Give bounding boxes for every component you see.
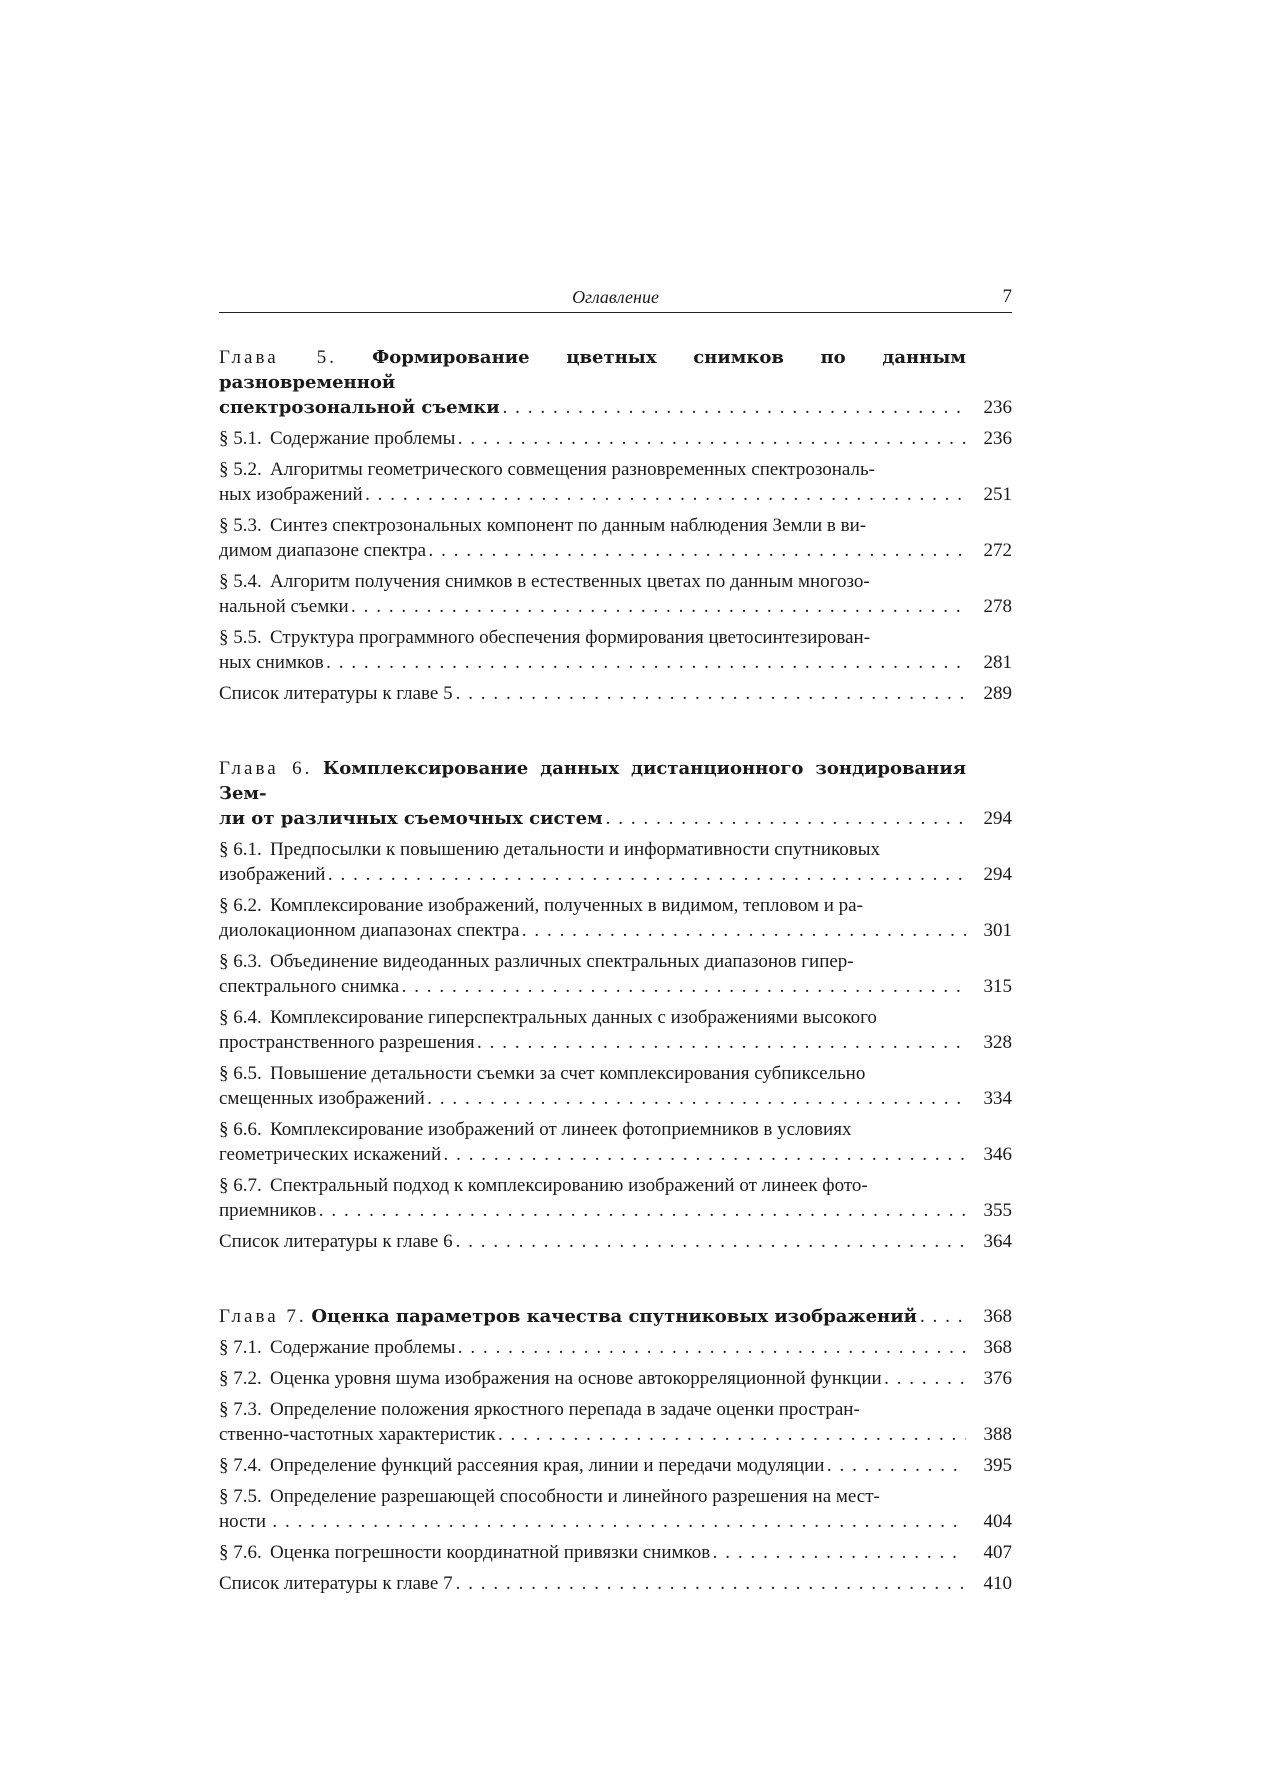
section-number: § 6.4. <box>219 1007 262 1028</box>
toc-section-entry <box>219 1484 1012 1534</box>
section-number: § 6.7. <box>219 1175 262 1196</box>
toc-page-number: 315 <box>983 976 1012 997</box>
toc-last-line <box>219 482 966 507</box>
toc-last-line <box>219 594 966 619</box>
leader-dots <box>328 862 966 887</box>
toc-section-entry <box>219 1540 1012 1565</box>
toc-section-entry <box>219 513 1012 563</box>
toc-last-line <box>219 1335 966 1360</box>
page-number: 7 <box>1002 286 1012 307</box>
toc-last-line <box>219 974 966 999</box>
section-number: § 7.1. <box>219 1337 262 1358</box>
toc-section-text <box>219 1366 1012 1391</box>
toc-page-number: 407 <box>983 1542 1012 1563</box>
chapter-block <box>219 345 1012 706</box>
toc-section-entry <box>219 1173 1012 1223</box>
toc-last-line <box>219 862 966 887</box>
section-title-line: Комплексирование изображений, полученных в видимом, тепловом и ра- <box>270 895 863 916</box>
section-title-line: Определение положения яркостного перепада в задаче оценки простран- <box>270 1399 860 1420</box>
toc-last-line <box>219 1422 966 1447</box>
section-title: Содержание проблемы <box>270 1337 456 1358</box>
toc-page-number: 294 <box>983 864 1012 885</box>
leader-dots <box>456 1229 966 1254</box>
section-number: § 6.1. <box>219 839 262 860</box>
toc-last-line <box>219 1540 966 1565</box>
toc-section-entry <box>219 457 1012 507</box>
section-title-line: Спектральный подход к комплексированию изображений от линеек фото- <box>270 1175 868 1196</box>
section-title-line: спектрального снимка <box>219 976 400 997</box>
toc-last-line <box>219 1142 966 1167</box>
toc-section-entry <box>219 1005 1012 1055</box>
section-title-line: ных снимков <box>219 652 324 673</box>
leader-dots <box>499 1422 966 1447</box>
chapter-title-line: ли от различных съемочных систем <box>219 808 603 829</box>
leader-dots <box>273 1509 966 1534</box>
toc-section-text <box>219 426 1012 451</box>
leader-dots <box>458 426 966 451</box>
section-number: § 5.5. <box>219 627 262 648</box>
toc-section-text <box>219 893 1012 943</box>
chapter-heading <box>219 1304 1012 1329</box>
toc-page-number: 236 <box>983 397 1012 418</box>
references-text <box>219 1229 1012 1254</box>
running-title: Оглавление <box>572 287 659 307</box>
section-number: § 7.2. <box>219 1368 262 1389</box>
toc-page-number: 334 <box>983 1088 1012 1109</box>
section-title-line: Комплексирование изображений от линеек фотоприемников в условиях <box>270 1119 852 1140</box>
toc-section-entry <box>219 837 1012 887</box>
section-title-line: изображений <box>219 864 326 885</box>
toc-last-line <box>219 650 966 675</box>
chapter-heading-text <box>219 756 1012 831</box>
leader-dots <box>458 1335 966 1360</box>
section-title-line <box>219 1335 456 1360</box>
leader-dots <box>428 1086 966 1111</box>
toc-section-entry <box>219 569 1012 619</box>
toc-page-number: 376 <box>983 1368 1012 1389</box>
toc-section-text <box>219 569 1012 619</box>
toc-page-number: 364 <box>983 1231 1012 1252</box>
leader-dots <box>713 1540 966 1565</box>
leader-dots <box>456 1571 966 1596</box>
leader-dots <box>366 482 966 507</box>
toc-section-entry <box>219 1117 1012 1167</box>
toc-last-line <box>219 1198 966 1223</box>
toc-page <box>219 286 1012 1602</box>
toc-section-text <box>219 1397 1012 1447</box>
toc-section-text <box>219 1453 1012 1478</box>
toc-page-number: 404 <box>983 1511 1012 1532</box>
toc-section-entry <box>219 1397 1012 1447</box>
toc-section-text <box>219 513 1012 563</box>
toc-page-number: 346 <box>983 1144 1012 1165</box>
toc-page-number: 410 <box>983 1573 1012 1594</box>
toc-section-entry <box>219 1366 1012 1391</box>
leader-dots <box>429 538 966 563</box>
section-title-line <box>219 1540 711 1565</box>
section-title-line: диолокационном диапазонах спектра <box>219 920 520 941</box>
toc-section-entry <box>219 1061 1012 1111</box>
leader-dots <box>827 1453 966 1478</box>
toc-section-text <box>219 1335 1012 1360</box>
toc-section-text <box>219 1117 1012 1167</box>
toc-section-entry <box>219 949 1012 999</box>
toc-section-entry <box>219 1335 1012 1360</box>
toc-section-text <box>219 457 1012 507</box>
section-title-line: Алгоритм получения снимков в естественных цветах по данным многозо- <box>270 571 870 592</box>
chapter-title-line: Формирование цветных снимков по данным разновременной <box>219 347 967 393</box>
toc-page-number: 395 <box>983 1455 1012 1476</box>
toc-last-line <box>219 1086 966 1111</box>
toc-last-line <box>219 1304 966 1329</box>
section-number: § 5.2. <box>219 459 262 480</box>
toc-last-line <box>219 1571 966 1596</box>
section-title-line <box>219 1453 825 1478</box>
section-number: § 5.3. <box>219 515 262 536</box>
section-number: § 6.3. <box>219 951 262 972</box>
leader-dots <box>522 918 966 943</box>
toc-page-number: 272 <box>983 540 1012 561</box>
chapter-title-line: Комплексирование данных дистанционного зондирования Зем- <box>219 758 967 804</box>
leader-dots <box>478 1030 966 1055</box>
section-title-line: пространственного разрешения <box>219 1032 475 1053</box>
section-number: § 7.4. <box>219 1455 262 1476</box>
toc-section-text <box>219 1005 1012 1055</box>
toc-page-number: 236 <box>983 428 1012 449</box>
running-head <box>219 286 1012 313</box>
toc-section-text <box>219 1173 1012 1223</box>
chapter-heading <box>219 756 1012 831</box>
toc-last-line: ности . . . <box>270 1509 966 1534</box>
section-number: § 7.5. <box>219 1486 262 1507</box>
chapter-label: Глава 5. <box>219 347 338 368</box>
toc-page-number: 355 <box>983 1200 1012 1221</box>
section-number: § 6.2. <box>219 895 262 916</box>
toc-last-line <box>219 806 966 831</box>
section-number: § 5.4. <box>219 571 262 592</box>
chapter-title: Оценка параметров качества спутниковых изображений <box>311 1306 917 1327</box>
toc-page-number: 289 <box>983 683 1012 704</box>
leader-dots <box>885 1366 966 1391</box>
toc-last-line <box>219 426 966 451</box>
section-title-line <box>219 1366 882 1391</box>
toc-page-number: 368 <box>983 1306 1012 1327</box>
leader-dots <box>402 974 966 999</box>
section-title-line: приемников <box>219 1200 317 1221</box>
toc-section-entry <box>219 893 1012 943</box>
toc-page-number: 368 <box>983 1337 1012 1358</box>
toc-section-text <box>219 625 1012 675</box>
section-title-line: Предпосылки к повышению детальности и информативности спутниковых <box>270 839 881 860</box>
chapter-heading <box>219 345 1012 420</box>
references-entry <box>219 1229 1012 1254</box>
leader-dots <box>920 1304 966 1329</box>
section-title-line: Объединение видеоданных различных спектральных диапазонов гипер- <box>270 951 854 972</box>
toc-section-text <box>219 1484 1012 1534</box>
toc-page-number: 294 <box>983 808 1012 829</box>
toc-section-text <box>219 837 1012 887</box>
toc-last-line <box>219 538 966 563</box>
leader-dots <box>456 681 966 706</box>
toc-last-line <box>219 1030 966 1055</box>
section-title-line: Алгоритмы геометрического совмещения разновременных спектрозональ- <box>270 459 875 480</box>
section-number: § 7.6. <box>219 1542 262 1563</box>
leader-dots <box>327 650 966 675</box>
toc-page-number: 278 <box>983 596 1012 617</box>
section-title-line: смещенных изображений <box>219 1088 425 1109</box>
leader-dots <box>444 1142 966 1167</box>
references-title: Список литературы к главе 7 <box>219 1573 453 1594</box>
section-title: Определение функций рассеяния края, линии и передачи модуляции <box>270 1455 825 1476</box>
section-title: Оценка уровня шума изображения на основе автокорреляционной функции <box>270 1368 882 1389</box>
chapter-heading-text <box>219 345 1012 420</box>
chapter-label: Глава 7. <box>219 1306 307 1327</box>
chapter-heading-line <box>219 1304 917 1329</box>
section-title: Содержание проблемы <box>270 428 456 449</box>
references-text <box>219 1571 1012 1596</box>
toc-page-number: 251 <box>983 484 1012 505</box>
section-title-line: Определение разрешающей способности и линейного разрешения на мест- <box>270 1486 880 1507</box>
chapter-title-line: спектрозональной съемки <box>219 397 500 418</box>
section-title-line <box>219 426 456 451</box>
references-entry <box>219 1571 1012 1596</box>
leader-dots <box>319 1198 966 1223</box>
toc-page-number: 328 <box>983 1032 1012 1053</box>
toc-section-entry <box>219 625 1012 675</box>
leader-dots <box>606 806 966 831</box>
section-title-line: ных изображений <box>219 484 363 505</box>
section-title-line: ственно-частотных характеристик <box>219 1424 496 1445</box>
section-title-line: Комплексирование гиперспектральных данных с изображениями высокого <box>270 1007 877 1028</box>
toc-section-text <box>219 1540 1012 1565</box>
table-of-contents <box>219 345 1012 1596</box>
toc-page-number: 388 <box>983 1424 1012 1445</box>
section-title-line: Структура программного обеспечения формирования цветосинтезирован- <box>270 627 871 648</box>
section-title-line: Синтез спектрозональных компонент по данным наблюдения Земли в ви- <box>270 515 867 536</box>
section-title-line: димом диапазоне спектра <box>219 540 427 561</box>
toc-section-entry <box>219 426 1012 451</box>
toc-last-line <box>219 1366 966 1391</box>
toc-last-line <box>219 395 966 420</box>
toc-section-text <box>219 949 1012 999</box>
toc-last-line <box>219 918 966 943</box>
toc-last-line <box>219 681 966 706</box>
leader-dots <box>503 395 966 420</box>
chapter-block <box>219 1304 1012 1596</box>
toc-last-line <box>219 1229 966 1254</box>
leader-dots <box>352 594 966 619</box>
references-entry <box>219 681 1012 706</box>
section-number: § 7.3. <box>219 1399 262 1420</box>
section-number: § 6.6. <box>219 1119 262 1140</box>
chapter-label: Глава 6. <box>219 758 313 779</box>
toc-page-number: 301 <box>983 920 1012 941</box>
toc-page-number: 281 <box>983 652 1012 673</box>
section-number: § 6.5. <box>219 1063 262 1084</box>
section-title: Оценка погрешности координатной привязки снимков <box>270 1542 711 1563</box>
section-number: § 5.1. <box>219 428 262 449</box>
section-title-line: нальной съемки <box>219 596 349 617</box>
chapter-block <box>219 756 1012 1254</box>
toc-last-line <box>219 1453 966 1478</box>
references-text <box>219 681 1012 706</box>
toc-section-entry <box>219 1453 1012 1478</box>
section-title-line: геометрических искажений <box>219 1144 442 1165</box>
toc-section-text <box>219 1061 1012 1111</box>
chapter-heading-text <box>219 1304 1012 1329</box>
references-title: Список литературы к главе 6 <box>219 1231 453 1252</box>
section-title-line: Повышение детальности съемки за счет комплексирования субпиксельно <box>270 1063 866 1084</box>
references-title: Список литературы к главе 5 <box>219 683 453 704</box>
